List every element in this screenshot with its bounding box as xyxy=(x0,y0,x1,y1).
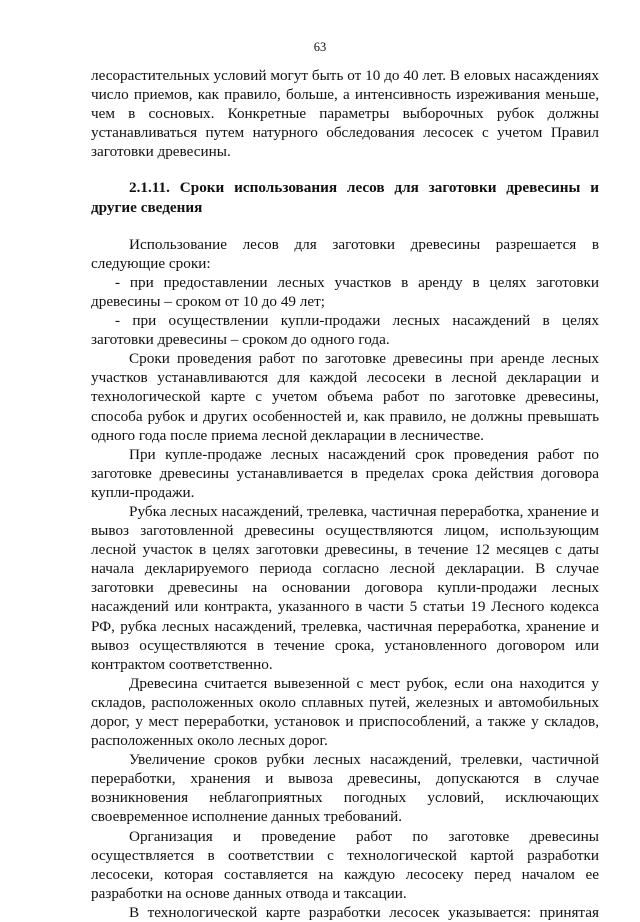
document-body xyxy=(91,66,599,922)
list-item-lease: - при предоставлении лесных участков в аренду в целях заготовки древесины – сроком от 10 до 49 лет; xyxy=(91,273,599,310)
page-number: 63 xyxy=(313,40,327,54)
paragraph-usage-terms: Использование лесов для заготовки древесины разрешается в следующие сроки: xyxy=(91,235,599,272)
paragraph-extension: Увеличение сроков рубки лесных насаждений, трелевки, частичной переработки, хранения и вывоза древесины, допускаются в случае возникновения неблагоприятных погодных условий, исключающих своевременное исполнение данных требований. xyxy=(91,751,599,826)
paragraph-lease-terms: Сроки проведения работ по заготовке древесины при аренде лесных участков устанавливаются для каждой лесосеки в лесной декларации и технологической карте с учетом объема работ по заготовке древесины, способа рубок и других особенностей и, как правило, не должны превышать одного года после приема лесной декларации в лесничестве. xyxy=(91,350,599,444)
paragraph-tech-map: В технологической карте разработки лесосек указывается: принятая xyxy=(129,903,599,921)
section-heading: 2.1.11. Сроки использования лесов для заготовки древесины и другие сведения xyxy=(91,179,599,216)
intro-paragraph: лесорастительных условий могут быть от 10 до 40 лет. В еловых насаждениях число приемов, как правило, больше, а интенсивность изреживания меньше, чем в сосновых. Конкретные параметры выборочных рубок должны устанавливаться путем натурного обследования лесосек с учетом Правил заготовки древесины. xyxy=(91,67,599,161)
paragraph-removed-timber: Древесина считается вывезенной с мест рубок, если она находится у складов, расположенных около сплавных путей, железных и автомобильных дорог, у мест переработки, установок и приспособлений, а также у складов, расположенных около лесных дорог. xyxy=(91,674,599,750)
list-item-purchase: - при осуществлении купли-продажи лесных насаждений в целях заготовки древесины – сроком до одного года. xyxy=(91,312,599,349)
paragraph-felling-period: Рубка лесных насаждений, трелевка, частичная переработка, хранение и вывоз заготовленной древесины осуществляются лицом, использующим лесной участок в целях заготовки древесины, в течение 12 месяцев с даты начала декларируемого периода согласно лесной декларации. В случае заготовки древесины на основании договора купли-продажи лесных насаждений или контракта, указанного в части 5 статьи 19 Лесного кодекса РФ, рубка лесных насаждений, трелевка, частичная переработка, хранение и вывоз осуществляются в течение срока, установленного договором или контрактом соответственно. xyxy=(91,502,599,673)
paragraph-purchase-terms: При купле-продаже лесных насаждений срок проведения работ по заготовке древесины устанавливается в пределах срока действия договора купли-продажи. xyxy=(91,445,599,501)
paragraph-organization: Организация и проведение работ по заготовке древесины осуществляется в соответствии с технологической картой разработки лесосеки, которая составляется на каждую лесосеку перед началом ее разработки на основе данных отвода и таксации. xyxy=(91,827,599,902)
